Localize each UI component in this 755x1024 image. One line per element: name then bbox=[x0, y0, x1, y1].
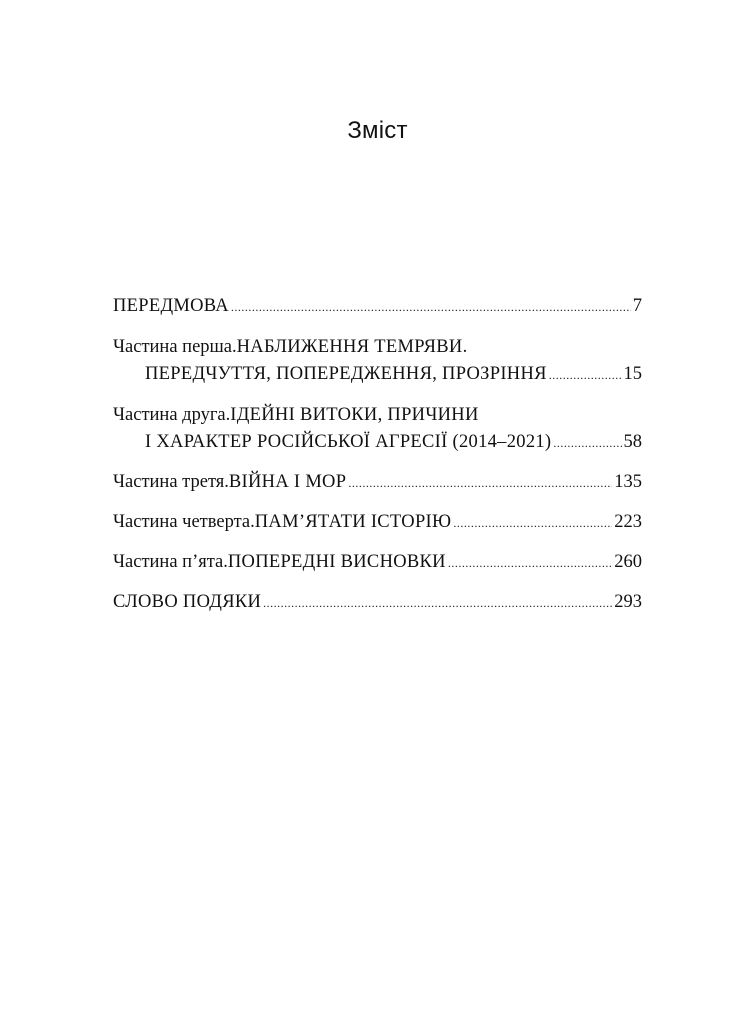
toc-line bbox=[113, 361, 642, 388]
toc-page-number: 7 bbox=[632, 296, 642, 316]
toc-line bbox=[113, 469, 642, 496]
page-title: Зміст bbox=[347, 117, 408, 144]
toc-entry-title-line1: ІДЕЙНІ ВИТОКИ, ПРИЧИНИ bbox=[230, 405, 479, 425]
toc-entry-part-five[interactable] bbox=[113, 549, 642, 576]
toc-entry-part-one[interactable] bbox=[113, 334, 642, 388]
toc-entry-title-line1: НАБЛИЖЕННЯ ТЕМРЯВИ. bbox=[236, 337, 468, 357]
toc-entry-label: СЛОВО ПОДЯКИ bbox=[113, 592, 262, 612]
toc-entry-prefix: Частина друга. bbox=[113, 405, 231, 425]
toc-page-number: 293 bbox=[614, 592, 642, 612]
toc-page-number: 135 bbox=[614, 472, 642, 492]
toc-line bbox=[113, 549, 642, 576]
toc-entry-prefix: Частина четверта. bbox=[113, 512, 255, 532]
toc-page-number: 58 bbox=[623, 432, 642, 452]
toc-page-number: 15 bbox=[623, 364, 642, 384]
toc-page-number: 260 bbox=[614, 552, 642, 572]
dot-leader bbox=[453, 510, 612, 537]
toc-page-number: 223 bbox=[614, 512, 642, 532]
toc-entry-part-two[interactable] bbox=[113, 402, 642, 456]
toc-entry-label: ПЕРЕДМОВА bbox=[113, 296, 229, 316]
dot-leader bbox=[553, 430, 621, 457]
toc-entry-acknowledgements[interactable] bbox=[113, 589, 642, 616]
dot-leader bbox=[348, 470, 612, 497]
toc-line bbox=[113, 293, 642, 320]
toc-entry-label: ВІЙНА І МОР bbox=[228, 472, 347, 492]
dot-leader bbox=[549, 362, 622, 389]
toc-line bbox=[113, 509, 642, 536]
toc-line bbox=[113, 402, 642, 429]
toc-line bbox=[113, 589, 642, 616]
toc-line bbox=[113, 334, 642, 361]
toc-entry-foreword[interactable] bbox=[113, 293, 642, 320]
toc-entry-prefix: Частина перша. bbox=[113, 337, 237, 357]
toc-line bbox=[113, 429, 642, 456]
dot-leader bbox=[263, 590, 612, 617]
toc-entry-title-line2: І ХАРАКТЕР РОСІЙСЬКОЇ АГРЕСІЇ (2014–2021) bbox=[145, 432, 552, 452]
toc-entry-part-three[interactable] bbox=[113, 469, 642, 496]
toc-entry-label: ПАМ’ЯТАТИ ІСТОРІЮ bbox=[254, 512, 452, 532]
table-of-contents bbox=[113, 293, 642, 616]
dot-leader bbox=[231, 294, 631, 321]
toc-entry-part-four[interactable] bbox=[113, 509, 642, 536]
toc-entry-title-line2: ПЕРЕДЧУТТЯ, ПОПЕРЕДЖЕННЯ, ПРОЗРІННЯ bbox=[145, 364, 547, 384]
dot-leader bbox=[448, 550, 612, 577]
toc-entry-label: ПОПЕРЕДНІ ВИСНОВКИ bbox=[227, 552, 446, 572]
toc-entry-prefix: Частина третя. bbox=[113, 472, 229, 492]
toc-entry-prefix: Частина п’ята. bbox=[113, 552, 228, 572]
